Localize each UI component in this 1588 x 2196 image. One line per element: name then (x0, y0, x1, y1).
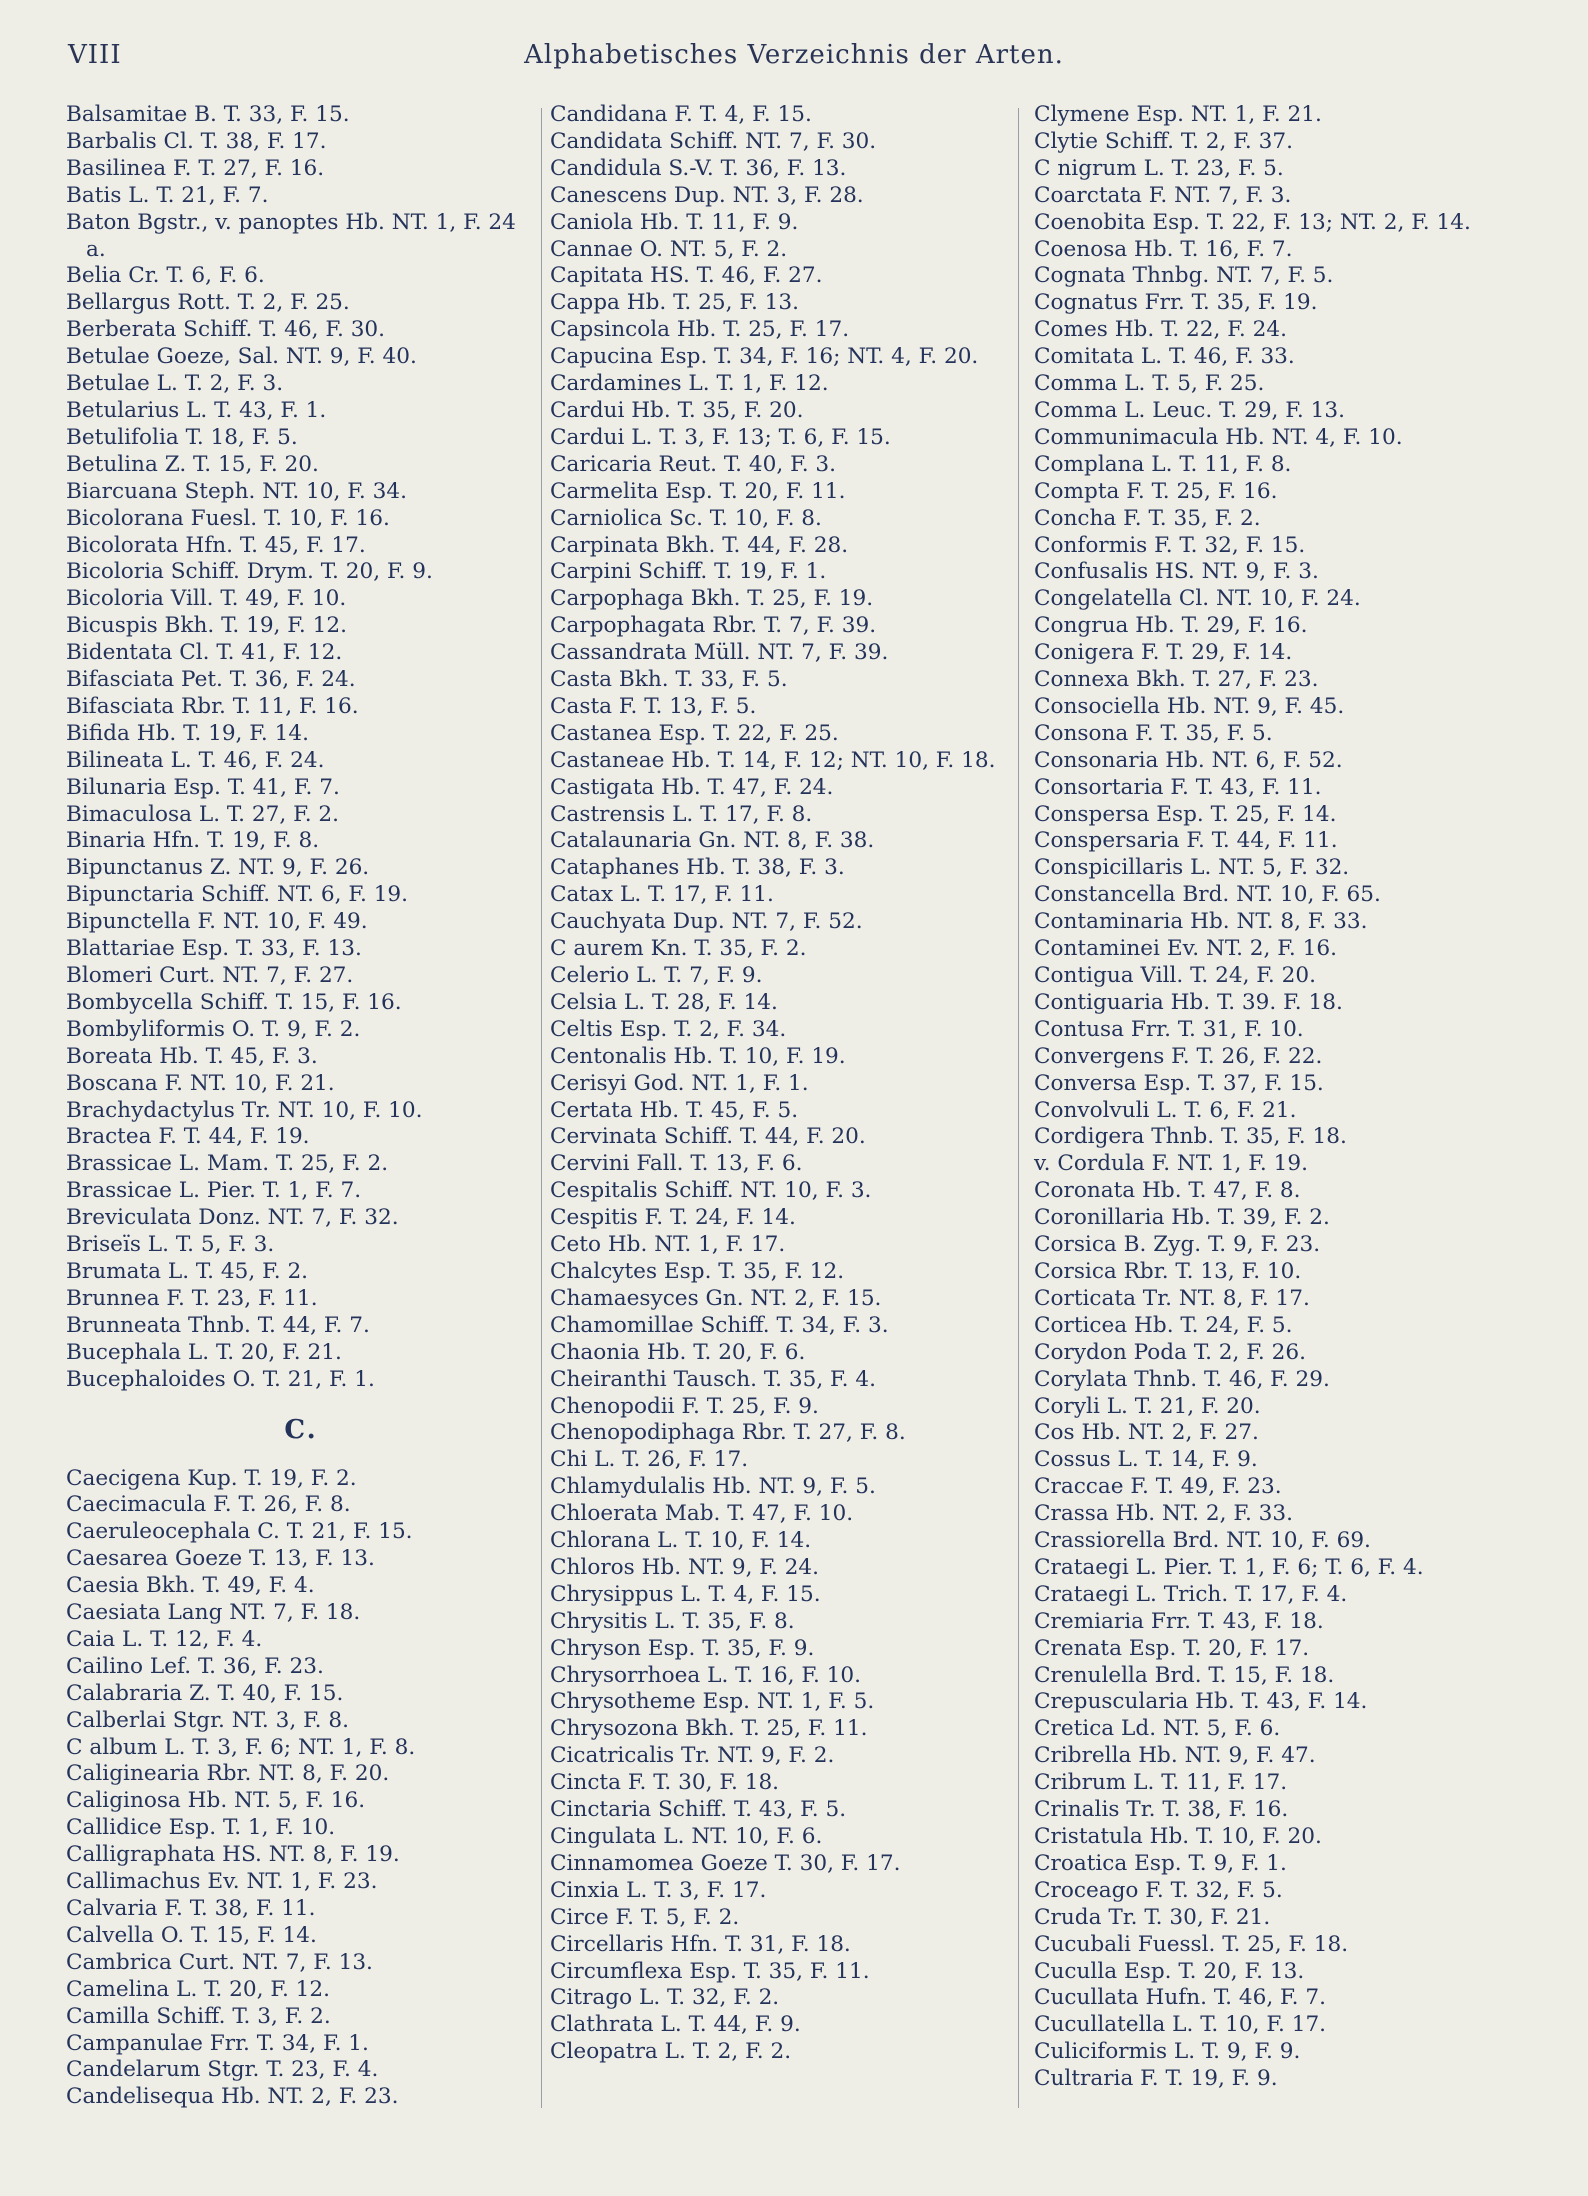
index-entry: Cuculla Esp. T. 20, F. 13. (1034, 1958, 1305, 1984)
index-entry: Cailino Lef. T. 36, F. 23. (66, 1653, 324, 1679)
index-entry: Blattariae Esp. T. 33, F. 13. (66, 936, 362, 962)
index-entry: Contiguaria Hb. T. 39. F. 18. (1034, 989, 1343, 1015)
index-entry: Bilunaria Esp. T. 41, F. 7. (66, 774, 340, 800)
index-entry: Bractea F. T. 44, F. 19. (66, 1124, 310, 1150)
index-entry: C album L. T. 3, F. 6; NT. 1, F. 8. (66, 1734, 416, 1760)
index-entry: Cervinata Schiff. T. 44, F. 20. (550, 1124, 866, 1150)
index-entry: Culiciformis L. T. 9, F. 9. (1034, 2039, 1301, 2065)
index-entry: Cos Hb. NT. 2, F. 27. (1034, 1420, 1259, 1446)
index-entry: Casta F. T. 13, F. 5. (550, 693, 757, 719)
index-entry: Callidice Esp. T. 1, F. 10. (66, 1815, 336, 1841)
index-entry: Bilineata L. T. 46, F. 24. (66, 747, 325, 773)
index-entry: Carpophaga Bkh. T. 25, F. 19. (550, 586, 874, 612)
index-entry: Caia L. T. 12, F. 4. (66, 1626, 263, 1652)
index-entry: Bombyliformis O. T. 9, F. 2. (66, 1016, 361, 1042)
index-entry: Clymene Esp. NT. 1, F. 21. (1034, 102, 1322, 127)
index-entry: Cucullatella L. T. 10, F. 17. (1034, 2012, 1327, 2038)
index-entry: Celsia L. T. 28, F. 14. (550, 989, 778, 1015)
index-entry: Connexa Bkh. T. 27, F. 23. (1034, 667, 1319, 693)
index-entry: Bombycella Schiff. T. 15, F. 16. (66, 989, 402, 1015)
index-entry: Chlorana L. T. 10, F. 14. (550, 1528, 812, 1554)
index-entry: Cerisyi God. NT. 1, F. 1. (550, 1070, 809, 1096)
index-entry: Caniola Hb. T. 11, F. 9. (550, 209, 799, 235)
index-entry: Chenopodiphaga Rbr. T. 27, F. 8. (550, 1420, 906, 1446)
index-entry: Cannae O. NT. 5, F. 2. (550, 236, 788, 262)
index-entry: Convergens F. T. 26, F. 22. (1034, 1043, 1323, 1069)
index-entry: Cervini Fall. T. 13, F. 6. (550, 1151, 803, 1177)
index-entry: Consona F. T. 35, F. 5. (1034, 720, 1273, 746)
index-entry: Camilla Schiff. T. 3, F. 2. (66, 2003, 331, 2029)
index-entry: Cinctaria Schiff. T. 43, F. 5. (550, 1797, 847, 1823)
index-entry: Chlamydulalis Hb. NT. 9, F. 5. (550, 1474, 876, 1500)
index-entry: Coronillaria Hb. T. 39, F. 2. (1034, 1205, 1330, 1231)
index-entry: Citrago L. T. 32, F. 2. (550, 1985, 780, 2011)
index-entry: Cingulata L. NT. 10, F. 6. (550, 1824, 823, 1849)
index-entry: Bellargus Rott. T. 2, F. 25. (66, 290, 350, 316)
index-entry: Carpini Schiff. T. 19, F. 1. (550, 559, 827, 585)
index-entry: Calabraria Z. T. 40, F. 15. (66, 1680, 344, 1706)
index-entry: Castigata Hb. T. 47, F. 24. (550, 774, 834, 800)
index-entry: Chrysitis L. T. 35, F. 8. (550, 1608, 795, 1634)
index-entry: Corydon Poda T. 2, F. 26. (1034, 1339, 1306, 1365)
index-entry: Coenobita Esp. T. 22, F. 13; NT. 2, F. 14. (1034, 209, 1471, 235)
index-entry: Cucullata Hufn. T. 46, F. 7. (1034, 1985, 1327, 2011)
index-entry: Croatica Esp. T. 9, F. 1. (1034, 1850, 1287, 1876)
index-entry: Bimaculosa L. T. 27, F. 2. (66, 801, 340, 827)
index-entry: Cappa Hb. T. 25, F. 13. (550, 290, 800, 316)
index-entry: Conformis F. T. 32, F. 15. (1034, 532, 1306, 558)
index-entry: Crepuscularia Hb. T. 43, F. 14. (1034, 1689, 1368, 1715)
index-entry: Bifasciata Rbr. T. 11, F. 16. (66, 693, 359, 719)
index-entry: Caeruleocephala C. T. 21, F. 15. (66, 1519, 413, 1545)
index-entry: Chrysotheme Esp. NT. 1, F. 5. (550, 1689, 875, 1715)
index-entry: Calvella O. T. 15, F. 14. (66, 1922, 317, 1948)
index-entry: Caesia Bkh. T. 49, F. 4. (66, 1573, 315, 1599)
index-entry: Constancella Brd. NT. 10, F. 65. (1034, 882, 1381, 908)
index-entry: Coarctata F. NT. 7, F. 3. (1034, 182, 1292, 208)
index-entry: Circumflexa Esp. T. 35, F. 11. (550, 1958, 870, 1984)
index-entry: Conversa Esp. T. 37, F. 15. (1034, 1070, 1324, 1096)
index-entry: Bucephaloides O. T. 21, F. 1. (66, 1366, 375, 1392)
index-entry: Baton Bgstr., v. panoptes Hb. NT. 1, F. 24 a. (66, 209, 516, 262)
page-number: VIII (68, 40, 122, 70)
index-entry: Binaria Hfn. T. 19, F. 8. (66, 828, 320, 854)
index-entry: Contaminaria Hb. NT. 8, F. 33. (1034, 909, 1368, 935)
index-entry: Convolvuli L. T. 6, F. 21. (1034, 1097, 1297, 1123)
index-entry: Camelina L. T. 20, F. 12. (66, 1976, 331, 2002)
column-middle (550, 102, 1020, 2066)
index-entry: Cinxia L. T. 3, F. 17. (550, 1877, 767, 1903)
index-entry: Cheiranthi Tausch. T. 35, F. 4. (550, 1366, 877, 1392)
index-entry: Celerio L. T. 7, F. 9. (550, 963, 763, 988)
index-entry: Circe F. T. 5, F. 2. (550, 1904, 740, 1930)
index-entry: Bidentata Cl. T. 41, F. 12. (66, 640, 343, 666)
index-entry: Bicuspis Bkh. T. 19, F. 12. (66, 613, 347, 639)
index-entry: Cordigera Thnb. T. 35, F. 18. (1034, 1124, 1347, 1150)
index-entry: Cribrum L. T. 11, F. 17. (1034, 1770, 1288, 1796)
index-entry: Chenopodii F. T. 25, F. 9. (550, 1393, 819, 1419)
index-entry: Batis L. T. 21, F. 7. (66, 182, 269, 208)
index-entry: Carpophagata Rbr. T. 7, F. 39. (550, 613, 877, 639)
index-entry: Betulae Goeze, Sal. NT. 9, F. 40. (66, 344, 417, 370)
index-entry: Comma L. Leuc. T. 29, F. 13. (1034, 397, 1345, 423)
index-entry: Capsincola Hb. T. 25, F. 17. (550, 317, 850, 343)
section-letter-c: C. (284, 1414, 318, 1445)
index-entry: Candidula S.-V. T. 36, F. 13. (550, 155, 847, 181)
index-entry: Bipunctanus Z. NT. 9, F. 26. (66, 855, 370, 881)
index-entry: Circellaris Hfn. T. 31, F. 18. (550, 1931, 851, 1957)
index-entry: Cardui L. T. 3, F. 13; T. 6, F. 15. (550, 424, 891, 450)
index-entry: Conspicillaris L. NT. 5, F. 32. (1034, 855, 1350, 881)
index-entry: Caricaria Reut. T. 40, F. 3. (550, 451, 837, 477)
index-entry: Carmelita Esp. T. 20, F. 11. (550, 478, 846, 504)
index-entry: Confusalis HS. NT. 9, F. 3. (1034, 559, 1319, 585)
index-entry: Breviculata Donz. NT. 7, F. 32. (66, 1205, 399, 1231)
index-entry: Cassandrata Müll. NT. 7, F. 39. (550, 640, 889, 666)
index-entry: Cardui Hb. T. 35, F. 20. (550, 397, 804, 423)
index-entry: Cataphanes Hb. T. 38, F. 3. (550, 855, 845, 881)
index-entry: Capitata HS. T. 46, F. 27. (550, 263, 823, 289)
entries-b (66, 102, 536, 1394)
index-entry: Comitata L. T. 46, F. 33. (1034, 344, 1295, 370)
index-entry: Conigera F. T. 29, F. 14. (1034, 640, 1293, 666)
index-entry: Calberlai Stgr. NT. 3, F. 8. (66, 1707, 350, 1733)
index-entry: Castaneae Hb. T. 14, F. 12; NT. 10, F. 18. (550, 747, 996, 773)
index-entry: Biarcuana Steph. NT. 10, F. 34. (66, 478, 407, 504)
index-entry: Chryson Esp. T. 35, F. 9. (550, 1635, 815, 1661)
index-entry: Conspersaria F. T. 44, F. 11. (1034, 828, 1338, 854)
index-entry: Chloerata Mab. T. 47, F. 10. (550, 1501, 854, 1527)
index-entry: Belia Cr. T. 6, F. 6. (66, 263, 265, 289)
index-entry: Bifasciata Pet. T. 36, F. 24. (66, 667, 356, 693)
index-entry: Corylata Thnb. T. 46, F. 29. (1034, 1366, 1330, 1392)
index-entry: Capucina Esp. T. 34, F. 16; NT. 4, F. 20. (550, 344, 979, 370)
index-entry: Cincta F. T. 30, F. 18. (550, 1770, 780, 1796)
index-entry: Certata Hb. T. 45, F. 5. (550, 1097, 799, 1123)
index-entry: Betulae L. T. 2, F. 3. (66, 371, 284, 397)
index-entry: Cognata Thnbg. NT. 7, F. 5. (1034, 263, 1334, 289)
index-entry: Coenosa Hb. T. 16, F. 7. (1034, 236, 1293, 262)
index-entry: Compta F. T. 25, F. 16. (1034, 478, 1278, 504)
index-entry: Consociella Hb. NT. 9, F. 45. (1034, 693, 1345, 719)
index-entry: Cribrella Hb. NT. 9, F. 47. (1034, 1743, 1316, 1769)
index-entry: Betulina Z. T. 15, F. 20. (66, 451, 319, 477)
index-entry: Contigua Vill. T. 24, F. 20. (1034, 963, 1316, 988)
index-entry: Candelisequa Hb. NT. 2, F. 23. (66, 2084, 399, 2110)
index-entry: Caecimacula F. T. 26, F. 8. (66, 1492, 351, 1518)
index-entry: Coronata Hb. T. 47, F. 8. (1034, 1178, 1301, 1204)
index-entry: Caecigena Kup. T. 19, F. 2. (66, 1465, 357, 1491)
index-entry: Cultraria F. T. 19, F. 9. (1034, 2066, 1278, 2092)
index-entry: Bipunctaria Schiff. NT. 6, F. 19. (66, 882, 409, 908)
entries-c (66, 1466, 536, 2112)
index-entry: Clathrata L. T. 44, F. 9. (550, 2012, 801, 2038)
index-entry: Caesarea Goeze T. 13, F. 13. (66, 1546, 375, 1572)
index-entry: Centonalis Hb. T. 10, F. 19. (550, 1043, 846, 1069)
index-entry: Contusa Frr. T. 31, F. 10. (1034, 1016, 1304, 1042)
index-entry: Cleopatra L. T. 2, F. 2. (550, 2039, 792, 2065)
index-entry: Cucubali Fuessl. T. 25, F. 18. (1034, 1931, 1349, 1957)
index-entry: Chamaesyces Gn. NT. 2, F. 15. (550, 1285, 882, 1311)
index-entry: Briseïs L. T. 5, F. 3. (66, 1232, 275, 1258)
index-entry: Chrysorrhoea L. T. 16, F. 10. (550, 1662, 862, 1688)
index-entry: Berberata Schiff. T. 46, F. 30. (66, 317, 386, 343)
index-entry: Basilinea F. T. 27, F. 16. (66, 155, 325, 181)
index-entry: Conspersa Esp. T. 25, F. 14. (1034, 801, 1337, 827)
index-entry: Crinalis Tr. T. 38, F. 16. (1034, 1797, 1289, 1823)
index-entry: Cretica Ld. NT. 5, F. 6. (1034, 1716, 1281, 1742)
index-entry: v. Cordula F. NT. 1, F. 19. (1034, 1151, 1308, 1177)
index-entry: Chrysippus L. T. 4, F. 15. (550, 1581, 821, 1607)
index-entry: Cossus L. T. 14, F. 9. (1034, 1447, 1258, 1473)
index-entry: Complana L. T. 11, F. 8. (1034, 451, 1292, 477)
index-entry: Crassa Hb. NT. 2, F. 33. (1034, 1501, 1294, 1527)
index-entry: Castanea Esp. T. 22, F. 25. (550, 720, 839, 746)
index-entry: Betulifolia T. 18, F. 5. (66, 424, 298, 450)
column-divider-left (541, 108, 542, 2108)
index-entry: Crenulella Brd. T. 15, F. 18. (1034, 1662, 1335, 1688)
index-entry: Croceago F. T. 32, F. 5. (1034, 1877, 1283, 1903)
index-entry: Chi L. T. 26, F. 17. (550, 1447, 749, 1473)
index-entry: Candelarum Stgr. T. 23, F. 4. (66, 2057, 379, 2083)
index-entry: Catax L. T. 17, F. 11. (550, 882, 774, 908)
index-entry: C nigrum L. T. 23, F. 5. (1034, 155, 1284, 181)
index-entry: Caliginearia Rbr. NT. 8, F. 20. (66, 1761, 390, 1787)
index-entry: Caesiata Lang NT. 7, F. 18. (66, 1600, 361, 1626)
index-entry: Cruda Tr. T. 30, F. 21. (1034, 1904, 1271, 1930)
index-entry: Callimachus Ev. NT. 1, F. 23. (66, 1869, 378, 1895)
index-entry: Chrysozona Bkh. T. 25, F. 11. (550, 1716, 868, 1742)
index-entry: Cremiaria Frr. T. 43, F. 18. (1034, 1608, 1324, 1634)
index-entry: C aurem Kn. T. 35, F. 2. (550, 936, 807, 962)
index-entry: Cristatula Hb. T. 10, F. 20. (1034, 1824, 1322, 1849)
index-entry: Contaminei Ev. NT. 2, F. 16. (1034, 936, 1337, 962)
index-entry: Candidana F. T. 4, F. 15. (550, 102, 812, 127)
page-header (68, 40, 1520, 72)
index-entry: Boscana F. NT. 10, F. 21. (66, 1070, 335, 1096)
column-right (1034, 102, 1518, 2093)
index-entry: Barbalis Cl. T. 38, F. 17. (66, 128, 327, 154)
page-title: Alphabetisches Verzeichnis der Arten. (524, 40, 1064, 70)
index-entry: Bucephala L. T. 20, F. 21. (66, 1339, 342, 1365)
index-entry: Cicatricalis Tr. NT. 9, F. 2. (550, 1743, 835, 1769)
index-entry: Consonaria Hb. NT. 6, F. 52. (1034, 747, 1343, 773)
index-entry: Catalaunaria Gn. NT. 8, F. 38. (550, 828, 875, 854)
index-entry: Chaonia Hb. T. 20, F. 6. (550, 1339, 806, 1365)
index-entry: Corsica Rbr. T. 13, F. 10. (1034, 1258, 1302, 1284)
index-entry: Concha F. T. 35, F. 2. (1034, 505, 1261, 531)
index-entry: Brunnea F. T. 23, F. 11. (66, 1285, 318, 1311)
index-entry: Cambrica Curt. NT. 7, F. 13. (66, 1949, 373, 1975)
index-entry: Carpinata Bkh. T. 44, F. 28. (550, 532, 849, 558)
index-entry: Crassiorella Brd. NT. 10, F. 69. (1034, 1528, 1371, 1554)
index-entry: Castrensis L. T. 17, F. 8. (550, 801, 813, 827)
index-entry: Clytie Schiff. T. 2, F. 37. (1034, 128, 1293, 154)
column-left (66, 102, 536, 2111)
index-entry: Casta Bkh. T. 33, F. 5. (550, 667, 788, 693)
index-entry: Bipunctella F. NT. 10, F. 49. (66, 909, 368, 935)
index-entry: Blomeri Curt. NT. 7, F. 27. (66, 963, 354, 988)
index-entry: Crataegi L. Trich. T. 17, F. 4. (1034, 1581, 1348, 1607)
index-entry: Brassicae L. Pier. T. 1, F. 7. (66, 1178, 362, 1204)
index-entry: Bicolorana Fuesl. T. 10, F. 16. (66, 505, 390, 531)
index-entry: Bicolorata Hfn. T. 45, F. 17. (66, 532, 366, 558)
entries-right (1034, 102, 1518, 2093)
index-entry: Congelatella Cl. NT. 10, F. 24. (1034, 586, 1361, 612)
index-entry: Communimacula Hb. NT. 4, F. 10. (1034, 424, 1403, 450)
index-entry: Ceto Hb. NT. 1, F. 17. (550, 1232, 786, 1258)
index-entry: Corsica B. Zyg. T. 9, F. 23. (1034, 1232, 1321, 1258)
index-entry: Cardamines L. T. 1, F. 12. (550, 371, 829, 397)
index-entry: Cognatus Frr. T. 35, F. 19. (1034, 290, 1318, 316)
index-entry: Brumata L. T. 45, F. 2. (66, 1258, 309, 1284)
index-entry: Crataegi L. Pier. T. 1, F. 6; T. 6, F. 4. (1034, 1554, 1424, 1580)
index-entry: Caliginosa Hb. NT. 5, F. 16. (66, 1788, 366, 1814)
index-entry: Celtis Esp. T. 2, F. 34. (550, 1016, 787, 1042)
index-entry: Bicoloria Vill. T. 49, F. 10. (66, 586, 347, 612)
index-entry: Congrua Hb. T. 29, F. 16. (1034, 613, 1308, 639)
index-entry: Cespitalis Schiff. NT. 10, F. 3. (550, 1178, 872, 1204)
index-entry: Campanulae Frr. T. 34, F. 1. (66, 2030, 369, 2056)
index-entry: Consortaria F. T. 43, F. 11. (1034, 774, 1322, 800)
index-entry: Calvaria F. T. 38, F. 11. (66, 1896, 316, 1921)
index-entry: Bicoloria Schiff. Drym. T. 20, F. 9. (66, 559, 433, 585)
index-entry: Cauchyata Dup. NT. 7, F. 52. (550, 909, 863, 935)
index-entry: Corticata Tr. NT. 8, F. 17. (1034, 1285, 1310, 1311)
index-entry: Corticea Hb. T. 24, F. 5. (1034, 1312, 1293, 1338)
index-entry: Bifida Hb. T. 19, F. 14. (66, 720, 309, 746)
index-entry: Comes Hb. T. 22, F. 24. (1034, 317, 1287, 343)
index-entry: Brachydactylus Tr. NT. 10, F. 10. (66, 1097, 423, 1123)
index-entry: Chamomillae Schiff. T. 34, F. 3. (550, 1312, 889, 1338)
index-entry: Cinnamomea Goeze T. 30, F. 17. (550, 1850, 901, 1876)
index-entry: Candidata Schiff. NT. 7, F. 30. (550, 128, 877, 154)
index-entry: Comma L. T. 5, F. 25. (1034, 371, 1265, 397)
index-entry: Crenata Esp. T. 20, F. 17. (1034, 1635, 1310, 1661)
index-entry: Calligraphata HS. NT. 8, F. 19. (66, 1842, 400, 1868)
index-entry: Balsamitae B. T. 33, F. 15. (66, 102, 350, 127)
index-entry: Brunneata Thnb. T. 44, F. 7. (66, 1312, 370, 1338)
index-entry: Boreata Hb. T. 45, F. 3. (66, 1043, 318, 1069)
entries-middle (550, 102, 1020, 2066)
index-entry: Chloros Hb. NT. 9, F. 24. (550, 1554, 819, 1580)
index-entry: Betularius L. T. 43, F. 1. (66, 397, 327, 423)
index-entry: Coryli L. T. 21, F. 20. (1034, 1393, 1261, 1419)
index-entry: Canescens Dup. NT. 3, F. 28. (550, 182, 864, 208)
index-entry: Cespitis F. T. 24, F. 14. (550, 1205, 796, 1231)
index-entry: Carniolica Sc. T. 10, F. 8. (550, 505, 822, 531)
index-entry: Chalcytes Esp. T. 35, F. 12. (550, 1258, 845, 1284)
index-entry: Craccae F. T. 49, F. 23. (1034, 1474, 1282, 1500)
index-entry: Brassicae L. Mam. T. 25, F. 2. (66, 1151, 389, 1177)
